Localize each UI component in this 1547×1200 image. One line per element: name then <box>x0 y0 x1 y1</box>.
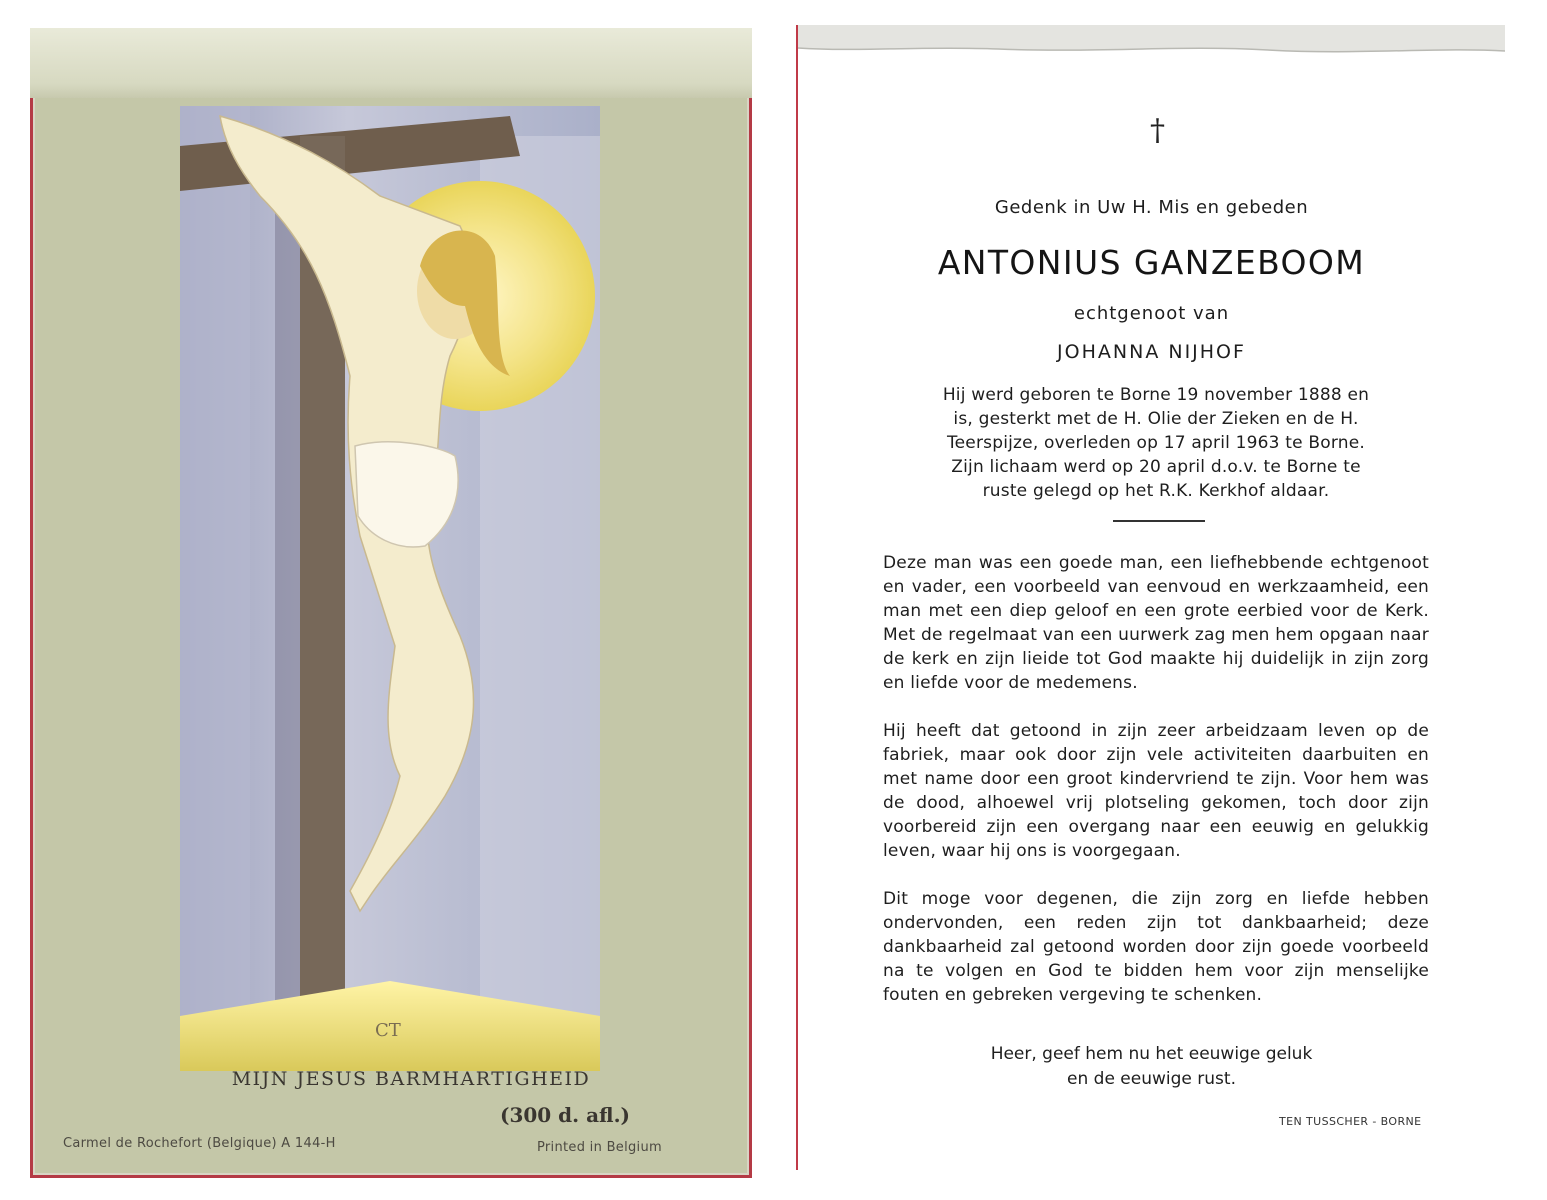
divider <box>1113 520 1205 522</box>
memorial-intro: Gedenk in Uw H. Mis en gebeden <box>994 197 1309 218</box>
spouse-name: JOHANNA NIJHOF <box>1057 341 1246 363</box>
tribute-paragraph-3: Dit moge voor degenen, die zijn zorg en liefde hebben ondervonden, een reden zijn tot dankbaarheid; deze dankbaarheid zal getoond worden door zijn goede voorbeeld na te volgen en God te bidden hem voor zijn menselijke fouten en gebreken vergeving te schenken. <box>883 889 1429 1005</box>
tribute-paragraph-2: Hij heeft dat getoond in zijn zeer arbeidzaam leven op de fabriek, maar ook door zijn vele activiteiten daarbuiten en met name door een groot kindervriend te zijn. Voor hem was de dood, alhoewel vrij plotseling gekomen, toch door zijn voorbereid zijn een overgang naar een eeuwig en gelukkig leven, waar hij ons is voorgegaan. <box>883 721 1429 861</box>
picture-caption: MIJN JESUS BARMHARTIGHEID <box>231 1068 591 1090</box>
prayer-card-back <box>796 25 1505 1170</box>
indulgence-note: (300 d. afl.) <box>500 1103 631 1127</box>
publisher-imprint: Carmel de Rochefort (Belgique) A 144-H <box>63 1136 336 1151</box>
deceased-name: ANTONIUS GANZEBOOM <box>937 243 1366 282</box>
biography-paragraph <box>883 383 1429 503</box>
cross-icon: † <box>1150 113 1165 148</box>
closing-line-2: en de eeuwige rust. <box>1067 1069 1236 1089</box>
bio-line: Teerspijze, overleden op 17 april 1963 te Borne. <box>946 433 1366 453</box>
closing-prayer <box>798 1042 1505 1092</box>
artist-monogram: CT <box>375 1020 401 1041</box>
spouse-label: echtgenoot van <box>1073 303 1230 324</box>
tribute-paragraph-1: Deze man was een goede man, een liefhebbende echtgenoot en vader, een voorbeeld van eenvoud en werkzaamheid, een man met een diep geloof en een grote eerbied voor de Kerk. Met de regelmaat van een uurwerk zag men hem opgaan naar de kerk en zijn lieide tot God maakte hij duidelijk in zijn zorg en liefde voor de medemens. <box>883 553 1429 693</box>
closing-line-1: Heer, geef hem nu het eeuwige geluk <box>990 1044 1313 1064</box>
bio-line: Hij werd geboren te Borne 19 november 1888 en <box>942 385 1370 405</box>
bio-line: Zijn lichaam werd op 20 april d.o.v. te Borne te <box>951 457 1361 477</box>
printed-in-note: Printed in Belgium <box>537 1140 662 1155</box>
torn-edge <box>798 25 1505 59</box>
prayer-card-front <box>30 28 752 1178</box>
bio-line: ruste gelegd op het R.K. Kerkhof aldaar. <box>982 481 1330 501</box>
crucifix-illustration <box>180 76 600 1071</box>
bio-line: is, gesterkt met de H. Olie der Zieken en de H. <box>953 409 1359 429</box>
crucifixion-painting <box>180 76 600 1071</box>
printer-imprint: TEN TUSSCHER - BORNE <box>1279 1115 1422 1128</box>
